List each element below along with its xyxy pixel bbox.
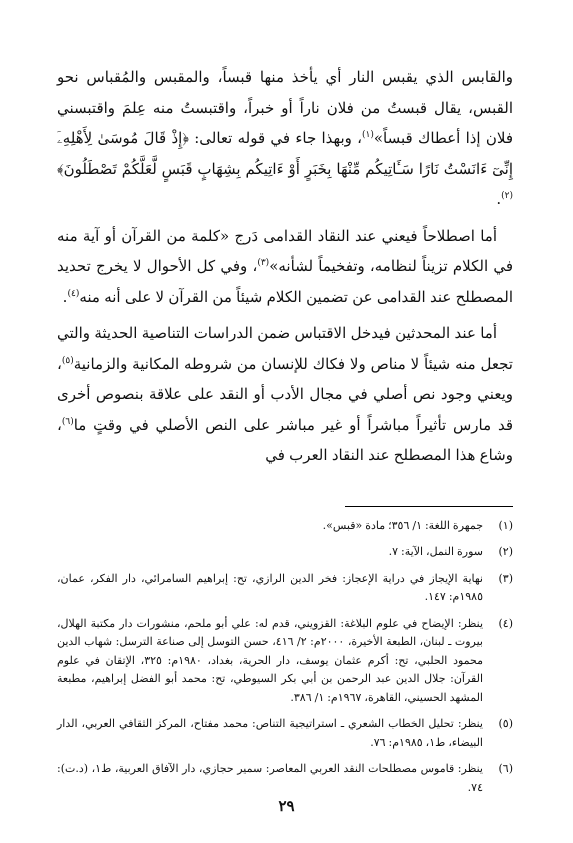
footnote-number: (٤) xyxy=(498,616,513,630)
footnote-number: (٢) xyxy=(498,545,513,558)
paragraph-text: أما اصطلاحاً فيعني عند النقاد القدامى دَرج «كلمة من القرآن أو آية منه في الكلام تزيناً لنظامه، وتفخيماً لشأنه» xyxy=(57,226,514,275)
footnote-text: ينظر: قاموس مصطلحات النقد العربي المعاصر: سمير حجازي، دار الآفاق العربية، ط١، (د.ت): ٧٤. xyxy=(57,762,483,794)
footnote-ref-6[interactable]: (٦) xyxy=(61,416,74,427)
footnote-number: (٦) xyxy=(498,762,513,775)
paragraph-2 xyxy=(57,221,513,313)
footnote-1 xyxy=(57,517,513,536)
paragraph-text: . xyxy=(62,287,68,306)
paragraph-text: . xyxy=(496,190,502,208)
footnote-ref-5[interactable]: (٥) xyxy=(61,355,74,366)
paragraph-text: ، وفي كل الأحوال لا يخرج تحديد المصطلح عند القدامى عن تضمين الكلام شيئاً من القرآن لا على أنه منه xyxy=(57,257,513,306)
footnote-ref-4[interactable]: (٤) xyxy=(67,288,80,299)
paragraph-text: ، ويعني وجود نص أصلي في مجال الأدب أو النقد على علاقة بنصوص أخرى قد مارس تأثيراً مباشراً أو غير مباشر على النص الأصلي في وقتٍ ما xyxy=(57,354,513,434)
quran-quote: ، وبهذا جاء في قوله تعالى: ﴿إِذْ قَالَ مُوسَىٰ لِأَهْلِهِۦٓ إِنِّىٓ ءَانَسْتُ نَارًا سَـَٔاتِيكُم مِّنْهَا بِخَبَرٍ أَوْ ءَاتِيكُم بِشِهَابٍ قَبَسٍ لَّعَلَّكُمْ تَصْطَلُونَ﴾ xyxy=(57,129,513,178)
footnote-text: سورة النمل، الآية: ٧. xyxy=(388,545,483,558)
footnote-4 xyxy=(57,615,513,708)
paragraph-text: ، وشاع هذا المصطلح عند النقاد العرب في xyxy=(57,415,513,464)
footnote-3 xyxy=(57,570,513,607)
footnote-2 xyxy=(57,543,513,562)
footnote-number: (١) xyxy=(498,518,513,532)
footnote-5 xyxy=(57,715,513,752)
paragraph-1 xyxy=(57,62,513,215)
footnote-separator xyxy=(345,506,513,507)
paragraph-text: والقابس الذي يقبس النار أي يأخذ منها قبساً، والمقبس والمُقباس نحو القبس، يقال قبستُ من فلان ناراً أو خبراً، واقتبستُ منه عِلمَ واقتبسني فلان إذا أعطاك قبساً» xyxy=(57,68,513,147)
footnote-ref-3[interactable]: (٣) xyxy=(257,258,270,268)
page-number: ٢٩ xyxy=(278,797,295,815)
footnote-6 xyxy=(57,760,513,797)
footnote-number: (٣) xyxy=(498,571,513,585)
footnote-ref-1[interactable]: (١) xyxy=(361,130,374,140)
paragraph-text: أما عند المحدثين فيدخل الاقتباس ضمن الدراسات التناصية الحديثة والتي تجعل منه شيئاً لا مناص ولا فكاك للإنسان من شروطه المكانية والزمانية xyxy=(57,324,513,373)
footnote-text: ينظر: تحليل الخطاب الشعري ـ استراتيجية التناص: محمد مفتاح، المركز الثقافي العربي، الدار البيضاء، ط١، ١٩٨٥م: ٧٦. xyxy=(57,717,483,749)
footnote-number: (٥) xyxy=(498,717,513,730)
paragraph-3 xyxy=(57,318,513,471)
footnote-text: جمهرة اللغة: ١/ ٣٥٦؛ مادة «قبس». xyxy=(322,518,483,532)
footnotes xyxy=(57,517,513,798)
footnote-ref-2[interactable]: (٢) xyxy=(501,191,513,201)
footnote-text: ينظر: الإيضاح في علوم البلاغة: القزويني، قدم له: علي أبو ملحم، منشورات دار مكتبة الهلال، بيروت ـ لبنان، الطبعة الأخيرة، ٢٠٠٠م: ٢/ ٤١٦، حسن التوسل إلى صناعة الترسل: شهاب الدين محمود الحلبي، تح: أكرم عثمان يوسف، دار الحرية، بغداد، ١٩٨٠م: ٣٢٥، الإتقان في علوم القرآن: جلال الدين عبد الرحمن بن أبي بكر السيوطي، تح: محمد أبو الفضل إبراهيم، مطبعة المشهد الحسيني، القاهرة، ١٩٦٧م: ١/ ٣٨٦. xyxy=(57,616,483,704)
footnote-text: نهاية الإيجاز في دراية الإعجاز: فخر الدين الرازي، تح: إبراهيم السامرائي، دار الفكر، عمان، ١٩٨٥م: ١٤٧. xyxy=(57,571,483,603)
main-text xyxy=(57,62,513,471)
